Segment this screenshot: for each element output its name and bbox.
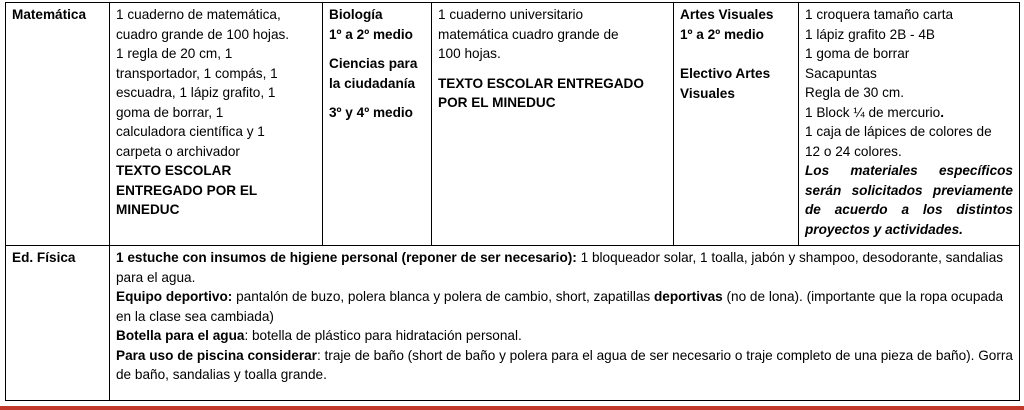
subject-label: Ed. Física (12, 250, 76, 265)
sports-gear-paragraph (116, 287, 1013, 326)
subject-label: Visuales (680, 85, 735, 101)
list-item: cuadro grande de 100 hojas. (116, 26, 290, 42)
list-item: 100 hojas. (438, 46, 501, 61)
list-item: calculadora científica y 1 (116, 124, 265, 139)
subject-cell-pe (6, 246, 110, 401)
paragraph-text: : botella de plástico para hidratación personal. (244, 328, 522, 343)
list-item: matemática cuadro grande de (438, 26, 619, 42)
textbook-note: TEXTO ESCOLAR (116, 163, 232, 178)
list-item: 1 caja de lápices de colores de (805, 124, 992, 139)
subject-cell-math (6, 3, 110, 246)
materials-cell-biology (432, 3, 674, 246)
textbook-note: ENTREGADO POR EL (116, 182, 258, 198)
paragraph-emphasis: deportivas (653, 289, 723, 304)
list-item: carpeta o archivador (116, 143, 240, 159)
note-line: de acuerdo a los distintos (805, 202, 1013, 217)
paragraph-heading: Equipo deportivo: (116, 289, 233, 304)
subject-label: Biología (329, 7, 383, 22)
paragraph-heading: Para uso de piscina considerar (116, 347, 317, 363)
list-item: 1 croquera tamaño carta (805, 7, 954, 22)
note-line: serán solicitados previamente (805, 182, 1013, 198)
subject-cell-biology (323, 3, 432, 246)
list-item: 1 cuaderno universitario (438, 7, 584, 22)
paragraph-text: (no de lona). (importante que la ropa ocupada en la clase sea cambiada) (116, 289, 1004, 324)
subject-cell-arts (674, 3, 799, 246)
paragraph-text: 1 bloqueador solar, 1 toalla, jabón y shampoo, desodorante, sandalias para el agua. (116, 250, 1004, 285)
list-item: transportador, 1 compás, 1 (116, 65, 278, 81)
grade-label: 3º y 4º medio (329, 105, 413, 120)
pool-paragraph (116, 346, 1013, 385)
bottom-rule (0, 406, 1024, 410)
school-supplies-table (5, 2, 1020, 401)
note-line: Los materiales específicos (805, 163, 1013, 178)
paragraph-heading: 1 estuche con insumos de higiene personal (reponer de ser necesario): (116, 250, 577, 265)
subject-label: la ciudadanía (329, 75, 416, 91)
paragraph-heading: Botella para el agua (116, 328, 245, 343)
subject-label: Electivo Artes (680, 66, 771, 81)
list-item: 1 regla de 20 cm, 1 (116, 46, 233, 61)
materials-cell-math (110, 3, 323, 246)
paragraph-text: pantalón de buzo, polera blanca y polera de cambio, short, zapatillas (232, 289, 654, 304)
water-bottle-paragraph (116, 326, 1013, 346)
subject-label: Ciencias para (329, 56, 418, 71)
list-item: goma de borrar, 1 (116, 104, 224, 120)
list-item: 1 cuaderno de matemática, (116, 7, 281, 22)
table-row (6, 246, 1020, 401)
grade-label: 1º a 2º medio (680, 26, 764, 42)
subject-label: Artes Visuales (680, 7, 774, 22)
subject-label: Matemática (12, 7, 87, 22)
textbook-note: MINEDUC (116, 202, 180, 217)
list-item: 1 lápiz grafito 2B - 4B (805, 26, 935, 42)
table-row (6, 3, 1020, 246)
grade-label: 1º a 2º medio (329, 26, 413, 42)
textbook-note: POR EL MINEDUC (438, 95, 556, 110)
block-item-dot: . (940, 104, 945, 120)
list-item: Regla de 30 cm. (805, 85, 904, 100)
materials-cell-pe (110, 246, 1020, 401)
block-item-text: 1 Block ¼ de mercurio (805, 104, 941, 120)
list-item (805, 103, 1013, 123)
list-item: 12 o 24 colores. (805, 143, 902, 159)
paragraph-text: : traje de baño (short de baño y polera para el agua de ser necesario o traje completo de una pieza de baño). Gorra de baño, sandalias y toalla grande. (116, 347, 1013, 382)
list-item: escuadra, 1 lápiz grafito, 1 (116, 85, 276, 100)
textbook-note: TEXTO ESCOLAR ENTREGADO (438, 75, 644, 91)
hygiene-kit-paragraph (116, 248, 1013, 287)
list-item: 1 goma de borrar (805, 46, 910, 61)
list-item: Sacapuntas (805, 65, 877, 81)
note-line: proyectos y actividades. (805, 221, 963, 237)
materials-cell-arts (799, 3, 1020, 246)
